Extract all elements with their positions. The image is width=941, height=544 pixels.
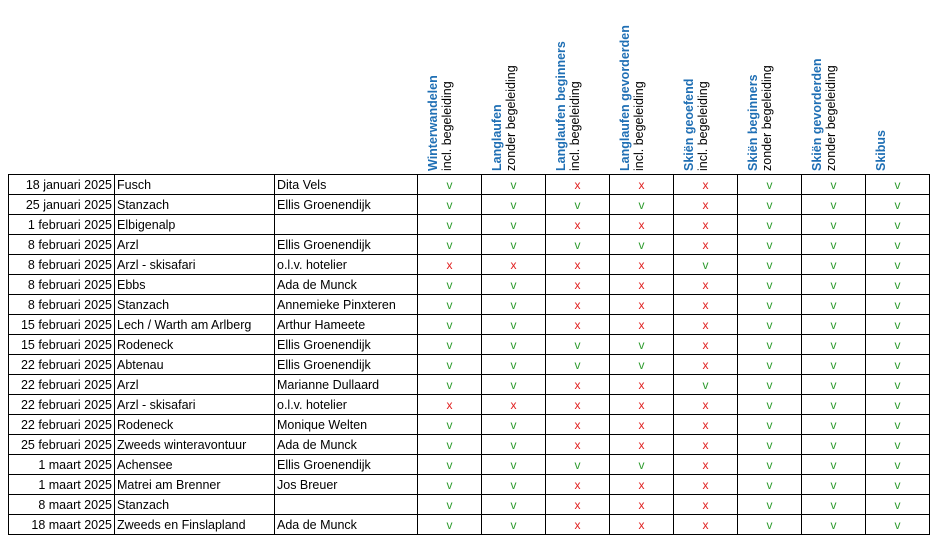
unavailable-mark: x	[674, 515, 738, 535]
unavailable-mark: x	[674, 235, 738, 255]
column-header-guidance: incl. begeleiding	[696, 81, 710, 171]
trip-guide: Ellis Groenendijk	[275, 335, 418, 355]
available-mark: v	[738, 295, 802, 315]
available-mark: v	[866, 495, 930, 515]
available-mark: v	[866, 515, 930, 535]
unavailable-mark: x	[610, 295, 674, 315]
trip-date: 22 februari 2025	[9, 375, 115, 395]
trip-destination: Stanzach	[115, 295, 275, 315]
unavailable-mark: x	[674, 415, 738, 435]
trip-date: 22 februari 2025	[9, 355, 115, 375]
trip-destination: Fusch	[115, 175, 275, 195]
table-row	[9, 415, 930, 435]
available-mark: v	[866, 275, 930, 295]
available-mark: v	[482, 215, 546, 235]
table-row	[9, 335, 930, 355]
trip-destination: Stanzach	[115, 195, 275, 215]
available-mark: v	[482, 415, 546, 435]
available-mark: v	[866, 415, 930, 435]
column-header-activity: Langlaufen	[490, 104, 504, 171]
available-mark: v	[802, 195, 866, 215]
trip-destination: Stanzach	[115, 495, 275, 515]
available-mark: v	[674, 375, 738, 395]
available-mark: v	[802, 295, 866, 315]
trip-destination: Matrei am Brenner	[115, 475, 275, 495]
available-mark: v	[418, 235, 482, 255]
trip-guide: Dita Vels	[275, 175, 418, 195]
trip-guide: Monique Welten	[275, 415, 418, 435]
table-row	[9, 315, 930, 335]
unavailable-mark: x	[418, 395, 482, 415]
available-mark: v	[866, 235, 930, 255]
trip-date: 8 februari 2025	[9, 255, 115, 275]
available-mark: v	[866, 255, 930, 275]
trip-guide: Ellis Groenendijk	[275, 195, 418, 215]
available-mark: v	[418, 355, 482, 375]
available-mark: v	[802, 215, 866, 235]
column-header-guidance: incl. begeleiding	[632, 81, 646, 171]
trip-destination: Ebbs	[115, 275, 275, 295]
available-mark: v	[802, 495, 866, 515]
available-mark: v	[482, 495, 546, 515]
available-mark: v	[418, 375, 482, 395]
available-mark: v	[546, 195, 610, 215]
unavailable-mark: x	[674, 395, 738, 415]
unavailable-mark: x	[610, 435, 674, 455]
available-mark: v	[866, 175, 930, 195]
available-mark: v	[802, 255, 866, 275]
available-mark: v	[802, 175, 866, 195]
table-row	[9, 515, 930, 535]
unavailable-mark: x	[610, 515, 674, 535]
table-row	[9, 275, 930, 295]
table-row	[9, 175, 930, 195]
trip-date: 8 februari 2025	[9, 295, 115, 315]
available-mark: v	[482, 175, 546, 195]
unavailable-mark: x	[482, 255, 546, 275]
available-mark: v	[610, 355, 674, 375]
available-mark: v	[418, 295, 482, 315]
unavailable-mark: x	[546, 255, 610, 275]
available-mark: v	[866, 355, 930, 375]
available-mark: v	[738, 335, 802, 355]
available-mark: v	[866, 475, 930, 495]
available-mark: v	[738, 315, 802, 335]
available-mark: v	[482, 195, 546, 215]
available-mark: v	[866, 215, 930, 235]
available-mark: v	[866, 395, 930, 415]
trip-destination: Arzl - skisafari	[115, 395, 275, 415]
trip-guide: Marianne Dullaard	[275, 375, 418, 395]
column-header-activity: Skiën geoefend	[682, 78, 696, 171]
trip-destination: Rodeneck	[115, 415, 275, 435]
unavailable-mark: x	[546, 415, 610, 435]
available-mark: v	[418, 415, 482, 435]
trip-destination: Rodeneck	[115, 335, 275, 355]
unavailable-mark: x	[610, 255, 674, 275]
available-mark: v	[482, 515, 546, 535]
unavailable-mark: x	[546, 435, 610, 455]
trip-date: 1 februari 2025	[9, 215, 115, 235]
trip-destination: Zweeds en Finslapland	[115, 515, 275, 535]
column-header-activity: Langlaufen gevorderden	[618, 25, 632, 171]
table-row	[9, 375, 930, 395]
unavailable-mark: x	[674, 315, 738, 335]
unavailable-mark: x	[546, 395, 610, 415]
available-mark: v	[802, 235, 866, 255]
unavailable-mark: x	[546, 275, 610, 295]
trip-date: 15 februari 2025	[9, 335, 115, 355]
available-mark: v	[738, 455, 802, 475]
trip-guide: Annemieke Pinxteren	[275, 295, 418, 315]
available-mark: v	[482, 375, 546, 395]
unavailable-mark: x	[674, 195, 738, 215]
available-mark: v	[738, 275, 802, 295]
column-header-guidance: zonder begeleiding	[824, 65, 838, 171]
column-header-guidance: incl. begeleiding	[568, 81, 582, 171]
trip-date: 1 maart 2025	[9, 475, 115, 495]
available-mark: v	[418, 435, 482, 455]
trip-date: 25 januari 2025	[9, 195, 115, 215]
trip-destination: Arzl	[115, 375, 275, 395]
available-mark: v	[802, 455, 866, 475]
trip-guide: Ellis Groenendijk	[275, 455, 418, 475]
available-mark: v	[482, 455, 546, 475]
available-mark: v	[610, 235, 674, 255]
unavailable-mark: x	[546, 315, 610, 335]
table-row	[9, 215, 930, 235]
table-row	[9, 455, 930, 475]
trip-guide: Ellis Groenendijk	[275, 355, 418, 375]
available-mark: v	[738, 515, 802, 535]
table-row	[9, 475, 930, 495]
available-mark: v	[802, 275, 866, 295]
available-mark: v	[610, 195, 674, 215]
trip-date: 22 februari 2025	[9, 395, 115, 415]
unavailable-mark: x	[674, 355, 738, 375]
available-mark: v	[482, 275, 546, 295]
unavailable-mark: x	[674, 455, 738, 475]
unavailable-mark: x	[674, 435, 738, 455]
available-mark: v	[418, 215, 482, 235]
unavailable-mark: x	[610, 275, 674, 295]
available-mark: v	[418, 495, 482, 515]
trip-destination: Elbigenalp	[115, 215, 275, 235]
column-header-guidance: incl. begeleiding	[440, 81, 454, 171]
table-row	[9, 355, 930, 375]
unavailable-mark: x	[482, 395, 546, 415]
available-mark: v	[866, 295, 930, 315]
trip-date: 22 februari 2025	[9, 415, 115, 435]
unavailable-mark: x	[674, 495, 738, 515]
trip-destination: Lech / Warth am Arlberg	[115, 315, 275, 335]
trip-date: 1 maart 2025	[9, 455, 115, 475]
table-row	[9, 395, 930, 415]
trip-guide: Ada de Munck	[275, 275, 418, 295]
trip-destination: Arzl - skisafari	[115, 255, 275, 275]
unavailable-mark: x	[546, 175, 610, 195]
column-header-activity: Winterwandelen	[426, 75, 440, 171]
unavailable-mark: x	[674, 335, 738, 355]
trip-guide: Jos Breuer	[275, 475, 418, 495]
available-mark: v	[738, 215, 802, 235]
trip-destination: Zweeds winteravontuur	[115, 435, 275, 455]
unavailable-mark: x	[610, 495, 674, 515]
trip-guide	[275, 215, 418, 235]
trip-guide	[275, 495, 418, 515]
trip-guide: Ellis Groenendijk	[275, 235, 418, 255]
trip-date: 18 maart 2025	[9, 515, 115, 535]
unavailable-mark: x	[610, 395, 674, 415]
available-mark: v	[802, 375, 866, 395]
available-mark: v	[802, 335, 866, 355]
available-mark: v	[546, 335, 610, 355]
unavailable-mark: x	[546, 295, 610, 315]
available-mark: v	[418, 515, 482, 535]
available-mark: v	[418, 195, 482, 215]
trip-date: 8 februari 2025	[9, 275, 115, 295]
column-header-activity: Langlaufen beginners	[554, 41, 568, 171]
available-mark: v	[738, 495, 802, 515]
available-mark: v	[610, 455, 674, 475]
available-mark: v	[738, 475, 802, 495]
unavailable-mark: x	[610, 375, 674, 395]
available-mark: v	[546, 355, 610, 375]
trip-guide: o.l.v. hotelier	[275, 255, 418, 275]
column-header-activity: Skibus	[874, 130, 888, 171]
trip-guide: o.l.v. hotelier	[275, 395, 418, 415]
trip-date: 8 maart 2025	[9, 495, 115, 515]
available-mark: v	[546, 235, 610, 255]
unavailable-mark: x	[674, 275, 738, 295]
available-mark: v	[866, 375, 930, 395]
unavailable-mark: x	[674, 175, 738, 195]
unavailable-mark: x	[546, 495, 610, 515]
available-mark: v	[482, 235, 546, 255]
available-mark: v	[738, 395, 802, 415]
available-mark: v	[418, 475, 482, 495]
available-mark: v	[802, 515, 866, 535]
available-mark: v	[546, 455, 610, 475]
unavailable-mark: x	[546, 515, 610, 535]
available-mark: v	[802, 315, 866, 335]
unavailable-mark: x	[610, 415, 674, 435]
available-mark: v	[482, 295, 546, 315]
available-mark: v	[738, 435, 802, 455]
unavailable-mark: x	[674, 295, 738, 315]
unavailable-mark: x	[674, 215, 738, 235]
unavailable-mark: x	[610, 215, 674, 235]
available-mark: v	[866, 455, 930, 475]
table-row	[9, 235, 930, 255]
trip-destination: Abtenau	[115, 355, 275, 375]
column-header-guidance: zonder begeleiding	[504, 65, 518, 171]
trip-guide: Arthur Hameete	[275, 315, 418, 335]
trip-date: 8 februari 2025	[9, 235, 115, 255]
trip-date: 25 februari 2025	[9, 435, 115, 455]
table-row	[9, 295, 930, 315]
unavailable-mark: x	[418, 255, 482, 275]
column-header-guidance: zonder begeleiding	[760, 65, 774, 171]
available-mark: v	[482, 435, 546, 455]
column-header-activity: Skiën gevorderden	[810, 58, 824, 171]
available-mark: v	[802, 415, 866, 435]
table-row	[9, 255, 930, 275]
available-mark: v	[418, 315, 482, 335]
unavailable-mark: x	[546, 215, 610, 235]
available-mark: v	[418, 275, 482, 295]
available-mark: v	[802, 475, 866, 495]
available-mark: v	[738, 355, 802, 375]
available-mark: v	[674, 255, 738, 275]
available-mark: v	[802, 395, 866, 415]
available-mark: v	[738, 375, 802, 395]
available-mark: v	[482, 315, 546, 335]
unavailable-mark: x	[546, 475, 610, 495]
available-mark: v	[482, 335, 546, 355]
available-mark: v	[738, 195, 802, 215]
trip-date: 15 februari 2025	[9, 315, 115, 335]
unavailable-mark: x	[674, 475, 738, 495]
available-mark: v	[738, 235, 802, 255]
unavailable-mark: x	[610, 175, 674, 195]
table-row	[9, 495, 930, 515]
available-mark: v	[482, 475, 546, 495]
trip-table	[8, 174, 930, 535]
available-mark: v	[418, 455, 482, 475]
available-mark: v	[866, 335, 930, 355]
available-mark: v	[738, 175, 802, 195]
available-mark: v	[418, 175, 482, 195]
trip-date: 18 januari 2025	[9, 175, 115, 195]
available-mark: v	[738, 415, 802, 435]
table-row	[9, 435, 930, 455]
trip-destination: Achensee	[115, 455, 275, 475]
column-headers	[0, 0, 941, 174]
available-mark: v	[866, 315, 930, 335]
available-mark: v	[610, 335, 674, 355]
unavailable-mark: x	[546, 375, 610, 395]
available-mark: v	[866, 195, 930, 215]
available-mark: v	[482, 355, 546, 375]
available-mark: v	[418, 335, 482, 355]
column-header-activity: Skiën beginners	[746, 74, 760, 171]
available-mark: v	[802, 355, 866, 375]
unavailable-mark: x	[610, 315, 674, 335]
available-mark: v	[738, 255, 802, 275]
trip-guide: Ada de Munck	[275, 435, 418, 455]
trip-guide: Ada de Munck	[275, 515, 418, 535]
trip-destination: Arzl	[115, 235, 275, 255]
table-row	[9, 195, 930, 215]
unavailable-mark: x	[610, 475, 674, 495]
available-mark: v	[866, 435, 930, 455]
available-mark: v	[802, 435, 866, 455]
